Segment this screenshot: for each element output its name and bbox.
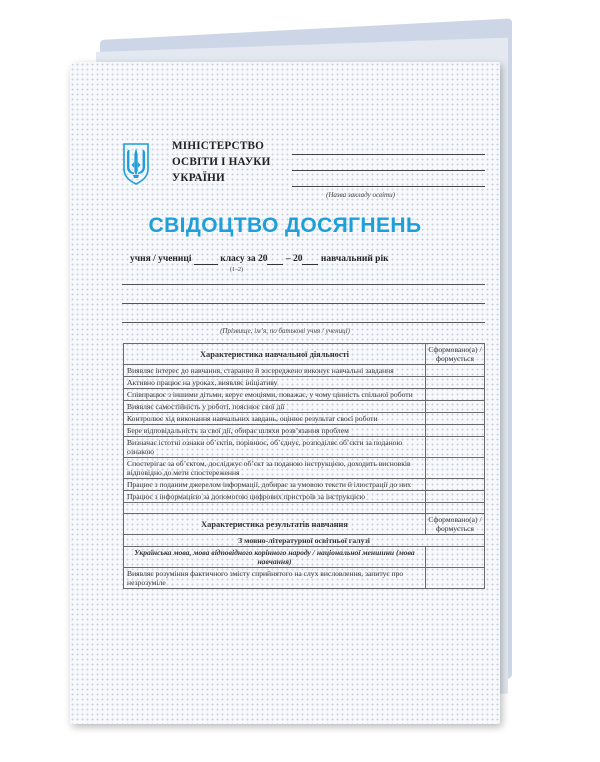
table-row (124, 437, 485, 458)
table-spacer (124, 503, 485, 514)
ministry-line: ОСВІТИ І НАУКИ (172, 156, 271, 168)
year-end: 20 (292, 254, 303, 264)
trident-icon (122, 141, 150, 185)
status-cell[interactable] (426, 568, 485, 589)
criterion-text: Працює з поданим джерелом інформації, добирає за умовою тексти й ілюстрації до них (124, 479, 426, 491)
table-row (124, 458, 485, 479)
table-row (124, 568, 485, 589)
table-row (124, 365, 485, 377)
certificate-page (70, 62, 500, 724)
criterion-text: Виявляє інтерес до навчання, старанно й зосереджено виконує навчальні завдання (124, 365, 426, 377)
year-start-blank[interactable] (267, 254, 283, 265)
criterion-text: Контролює хід виконання навчальних завдань, оцінює результат своєї роботи (124, 413, 426, 425)
status-cell[interactable] (426, 413, 485, 425)
status-header: Сформовано(а) / формується (426, 514, 485, 535)
status-cell[interactable] (426, 425, 485, 437)
activity-header-row (124, 344, 485, 365)
school-name-caption: (Назва закладу освіти) (326, 191, 395, 199)
activity-header: Характеристика навчальної діяльності (124, 344, 426, 365)
status-cell[interactable] (426, 389, 485, 401)
criterion-text: Виявляє самостійність у роботі, пояснює свої дії (124, 401, 426, 413)
grade-label: класу за (220, 254, 256, 264)
table-row (124, 389, 485, 401)
year-dash: – (285, 254, 291, 264)
table-row (124, 413, 485, 425)
school-name-line[interactable] (292, 154, 485, 155)
results-header-row (124, 514, 485, 535)
ministry-line: МІНІСТЕРСТВО (172, 140, 265, 152)
table-row (124, 401, 485, 413)
table-row (124, 377, 485, 389)
subject-area-row (124, 535, 485, 547)
pupil-label: учня / учениці (130, 254, 192, 264)
document-title: СВІДОЦТВО ДОСЯГНЕНЬ (148, 214, 422, 237)
criterion-text: Співпрацює з іншими дітьми, керує емоціями, поважає, у чому цінність спільної роботи (124, 389, 426, 401)
status-cell[interactable] (426, 458, 485, 479)
pupil-name-line[interactable] (122, 284, 485, 285)
results-header: Характеристика результатів навчання (124, 514, 426, 535)
grade-range-caption: (1–2) (230, 267, 243, 273)
table-row (124, 491, 485, 503)
status-cell[interactable] (426, 479, 485, 491)
criterion-text: Працює з інформацією за допомогою цифрових пристроїв за інструкцією (124, 491, 426, 503)
ministry-line: УКРАЇНИ (172, 172, 225, 184)
achievements-table (123, 343, 485, 589)
status-cell[interactable] (426, 365, 485, 377)
status-cell[interactable] (426, 491, 485, 503)
status-cell[interactable] (426, 437, 485, 458)
pupil-name-line[interactable] (122, 303, 485, 304)
pupil-name-caption: (Прізвище, ім’я, по батькові учня / учениці) (220, 327, 350, 335)
criterion-text: Активно працює на уроках, виявляє ініціативу (124, 377, 426, 389)
table-row (124, 479, 485, 491)
subject-name: Українська мова, мова відповідного корінного народу / національної меншини (мова навчання) (124, 547, 426, 568)
ministry-name (172, 138, 292, 186)
school-name-line[interactable] (292, 186, 485, 187)
criterion-text: Спостерігає за об’єктом, досліджує об’єкт за поданою інструкцією, доходить висновків відповідно до мети спостереження (124, 458, 426, 479)
year-end-blank[interactable] (302, 254, 318, 265)
table-row (124, 425, 485, 437)
status-cell[interactable] (426, 377, 485, 389)
subject-row (124, 547, 485, 568)
status-cell[interactable] (426, 401, 485, 413)
year-start: 20 (257, 254, 268, 264)
grade-blank[interactable] (194, 254, 218, 265)
school-year-label: навчальний рік (320, 254, 389, 264)
status-cell[interactable] (426, 547, 485, 568)
pupil-name-line[interactable] (122, 322, 485, 323)
status-header: Сформовано(а) / формується (426, 344, 485, 365)
subject-area: З мовно-літературної освітньої галузі (124, 535, 485, 547)
school-name-line[interactable] (292, 170, 485, 171)
class-year-line (130, 254, 389, 265)
criterion-text: Визначає істотні ознаки об’єктів, порівнює, об’єднує, розподіляє об’єкти за поданою ознакою (124, 437, 426, 458)
criterion-text: Виявляє розуміння фактичного змісту сприйнятого на слух висловлення, запитує про незрозуміле (124, 568, 426, 589)
criterion-text: Бере відповідальність за свої дії, обирає шляхи розв’язання проблем (124, 425, 426, 437)
